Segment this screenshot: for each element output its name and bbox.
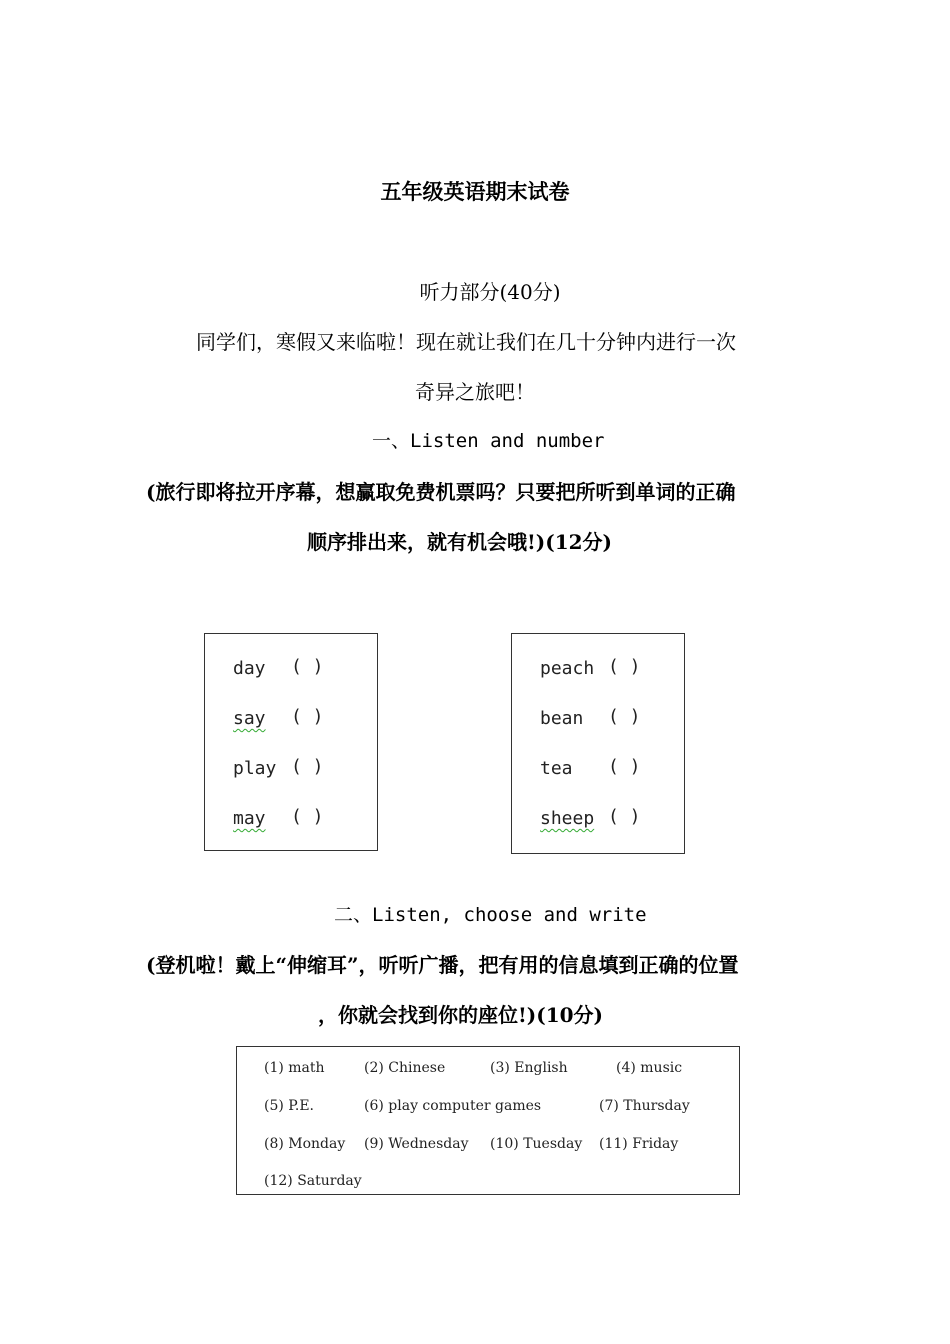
word-item: may	[233, 808, 266, 829]
answer-blank[interactable]: ( )	[608, 656, 641, 677]
word-item: play	[233, 758, 277, 779]
exam-title: 五年级英语期末试卷	[380, 179, 570, 204]
right-word-box	[511, 633, 685, 854]
answer-blank[interactable]: ( )	[291, 706, 324, 727]
option-item: (11) Friday	[599, 1136, 679, 1152]
option-item: (2) Chinese	[364, 1060, 446, 1076]
option-item: (5) P.E.	[264, 1098, 314, 1114]
word-item: tea	[540, 758, 573, 779]
option-item: (8) Monday	[264, 1136, 346, 1152]
answer-blank[interactable]: ( )	[608, 706, 641, 727]
option-item: (9) Wednesday	[364, 1136, 469, 1152]
section1-heading	[372, 426, 604, 453]
section1-title: Listen and number	[410, 430, 605, 452]
section2-title: Listen, choose and write	[372, 904, 647, 926]
section1-note-line-2: 顺序排出来，就有机会哦!)(12分)	[307, 530, 612, 554]
intro-line-1: 同学们，寒假又来临啦！现在就让我们在几十分钟内进行一次	[196, 330, 736, 354]
option-item: (12) Saturday	[264, 1173, 362, 1189]
section1-prefix: 一、	[372, 430, 411, 452]
word-item: bean	[540, 708, 584, 729]
section2-prefix: 二、	[334, 904, 373, 926]
left-word-box	[204, 633, 378, 851]
option-item: (3) English	[490, 1060, 568, 1076]
option-item: (10) Tuesday	[490, 1136, 583, 1152]
section2-note-line-1: (登机啦！戴上“伸缩耳”，听听广播，把有用的信息填到正确的位置	[146, 953, 739, 977]
word-item: day	[233, 658, 266, 679]
answer-blank[interactable]: ( )	[608, 806, 641, 827]
word-item: peach	[540, 658, 595, 679]
intro-line-2: 奇异之旅吧！	[415, 380, 535, 404]
option-item: (7) Thursday	[599, 1098, 690, 1114]
section2-note-line-2: ，你就会找到你的座位!)(10分)	[318, 1003, 603, 1027]
options-box	[236, 1046, 740, 1195]
word-item: sheep	[540, 808, 595, 829]
answer-blank[interactable]: ( )	[291, 656, 324, 677]
section1-note-line-1: (旅行即将拉开序幕，想赢取免费机票吗？只要把所听到单词的正确	[146, 480, 736, 504]
option-item: (6) play computer games	[364, 1098, 542, 1114]
listening-section-header: 听力部分(40分)	[419, 280, 561, 304]
option-item: (1) math	[264, 1060, 325, 1076]
answer-blank[interactable]: ( )	[291, 806, 324, 827]
answer-blank[interactable]: ( )	[291, 756, 324, 777]
option-item: (4) music	[616, 1060, 683, 1076]
answer-blank[interactable]: ( )	[608, 756, 641, 777]
section2-heading	[334, 900, 647, 927]
word-item: say	[233, 708, 266, 729]
